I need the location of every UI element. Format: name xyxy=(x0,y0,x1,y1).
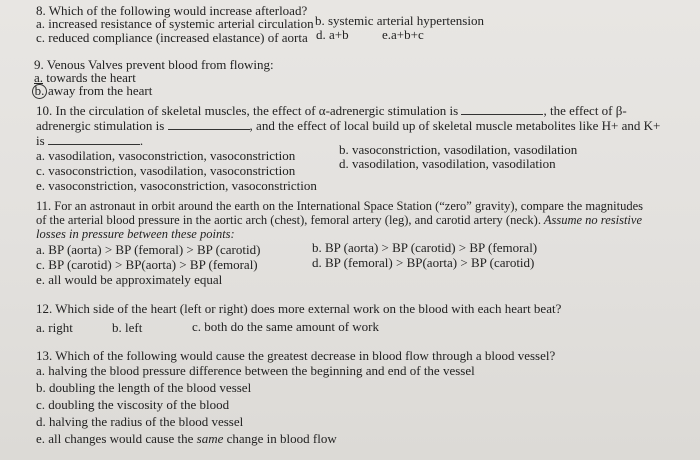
q10-line-1-end: , the effect of β- xyxy=(543,103,627,118)
q9-option-b-text: away from the heart xyxy=(48,83,153,98)
q13-text: 13. Which of the following would cause the greatest decrease in blood flow through a blood vessel? xyxy=(36,348,556,363)
q11-line-2 xyxy=(36,213,642,227)
q13-option-a: a. halving the blood pressure difference between the beginning and end of the vessel xyxy=(36,363,475,378)
q13-option-e-italic: same xyxy=(196,431,224,446)
q9-answer-circle: b. xyxy=(32,84,47,99)
q12-option-a: a. right xyxy=(36,320,73,335)
q11-option-e: e. all would be approximately equal xyxy=(36,272,223,287)
q12-text: 12. Which side of the heart (left or right) does more external work on the blood with each heart beat? xyxy=(36,301,562,316)
q11-line-2-italic: Assume no resistive xyxy=(540,213,643,227)
q13-option-d: d. halving the radius of the blood vessel xyxy=(36,414,244,429)
q12-option-b: b. left xyxy=(112,320,143,335)
q13-option-b: b. doubling the length of the blood vessel xyxy=(36,380,252,395)
q10-line-3-start: is xyxy=(36,133,45,148)
q10-line-1 xyxy=(36,103,627,118)
q8-option-c: c. reduced compliance (increased elastance) of aorta xyxy=(36,30,308,45)
q8-option-b: b. systemic arterial hypertension xyxy=(315,13,484,28)
q10-blank-1 xyxy=(461,103,543,115)
q10-option-c: c. vasoconstriction, vasodilation, vasoconstriction xyxy=(36,163,296,178)
q13-option-e-start: e. all changes would cause the xyxy=(36,431,197,446)
q13-option-e-end: change in blood flow xyxy=(223,431,337,446)
q10-option-e: e. vasoconstriction, vasoconstriction, vasoconstriction xyxy=(36,178,317,193)
q11-line-2-start: of the arterial blood pressure in the aortic arch (chest), femoral artery (leg), and carotid artery (neck). xyxy=(36,213,541,227)
q11-option-c: c. BP (carotid) > BP(aorta) > BP (femoral) xyxy=(36,257,258,272)
q11-line-1: 11. For an astronaut in orbit around the earth on the International Space Station (“zero” gravity), compare the magnitudes xyxy=(36,199,643,213)
q13-option-e xyxy=(36,432,337,446)
q10-line-3 xyxy=(36,133,143,148)
q11-option-b: b. BP (aorta) > BP (carotid) > BP (femoral) xyxy=(312,240,538,255)
q10-option-d: d. vasodilation, vasodilation, vasodilation xyxy=(339,156,556,171)
q8-option-a: a. increased resistance of systemic arterial circulation xyxy=(36,16,314,31)
q9-option-b xyxy=(34,84,152,99)
q9-option-a-text: towards the heart xyxy=(43,70,136,85)
q11-option-a: a. BP (aorta) > BP (femoral) > BP (carotid) xyxy=(36,242,261,257)
q12-option-c: c. both do the same amount of work xyxy=(192,319,380,334)
q8-option-e: e.a+b+c xyxy=(382,27,424,42)
q10-line-2-end: , and the effect of local build up of skeletal muscle metabolites like H+ and K+ xyxy=(249,118,661,133)
q10-line-2-start: adrenergic stimulation is xyxy=(36,118,165,133)
q13-option-c: c. doubling the viscosity of the blood xyxy=(36,397,230,412)
q8-option-d: d. a+b xyxy=(316,27,349,42)
q10-option-a: a. vasodilation, vasoconstriction, vasoconstriction xyxy=(36,148,296,163)
q10-line-3-end: . xyxy=(139,133,144,148)
q9-text: 9. Venous Valves prevent blood from flowing: xyxy=(34,57,274,72)
q10-line-2 xyxy=(36,118,660,133)
q10-line-1-start: 10. In the circulation of skeletal muscles, the effect of α-adrenergic stimulation is xyxy=(36,103,459,118)
q10-option-b: b. vasoconstriction, vasodilation, vasodilation xyxy=(339,142,578,157)
q8-text: 8. Which of the following would increase afterload? xyxy=(36,3,308,18)
q10-blank-3 xyxy=(48,133,140,145)
q11-option-d: d. BP (femoral) > BP(aorta) > BP (carotid) xyxy=(312,255,535,270)
q9-option-a-letter: a. xyxy=(34,70,44,85)
q11-line-3: losses in pressure between these points: xyxy=(36,227,235,241)
q10-blank-2 xyxy=(168,118,250,130)
